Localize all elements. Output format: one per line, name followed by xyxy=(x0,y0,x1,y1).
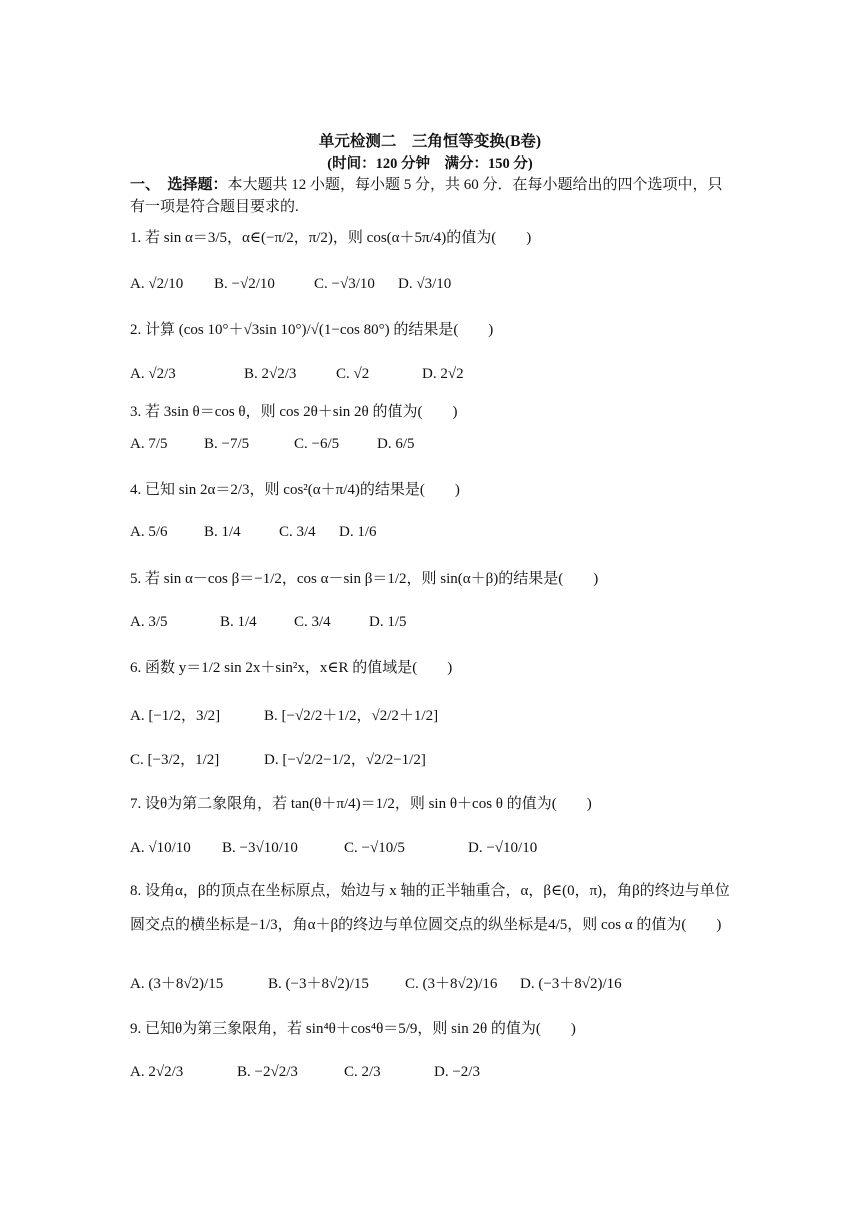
option-b: B. −3√10/10 xyxy=(222,839,298,856)
question-7-options xyxy=(130,828,750,868)
option-b: B. 2√2/3 xyxy=(244,365,297,382)
option-b: B. 1/4 xyxy=(220,613,257,630)
option-a: A. 5/6 xyxy=(130,523,168,540)
option-b: B. −2√2/3 xyxy=(237,1063,298,1080)
option-b: B. [−√2/2＋1/2，√2/2＋1/2] xyxy=(264,707,439,724)
question-6-stem: 6. 函数 y＝1/2 sin 2x＋sin²x，x∈R 的值域是( ) xyxy=(130,660,453,676)
option-c: C. 3/4 xyxy=(294,613,331,630)
option-d: D. (−3＋8√2)/16 xyxy=(520,975,622,992)
option-a: A. 3/5 xyxy=(130,613,168,630)
option-d: D. √3/10 xyxy=(398,275,452,292)
option-d: D. −2/3 xyxy=(434,1063,480,1080)
section-heading: 一、 选择题： xyxy=(130,177,228,193)
question-7-stem: 7. 设θ为第二象限角，若 tan(θ＋π/4)＝1/2，则 sin θ＋cos θ 的值为( ) xyxy=(130,796,592,812)
question-5-stem: 5. 若 sin α－cos β＝−1/2，cos α－sin β＝1/2，则 sin(α＋β)的结果是( ) xyxy=(130,571,599,587)
question-2-options xyxy=(130,354,750,394)
section-instructions xyxy=(130,174,730,218)
question-8-stem: 8. 设角α，β的顶点在坐标原点，始边与 x 轴的正半轴重合，α，β∈(0，π)，角β的终边与单位圆交点的横坐标是−1/3，角α＋β的终边与单位圆交点的纵坐标是4/5，则 cos α 的值为( ) xyxy=(130,883,730,933)
question-2-stem: 2. 计算 (cos 10°＋√3sin 10°)/√(1−cos 80°) 的结果是( ) xyxy=(130,322,494,338)
option-c: C. −6/5 xyxy=(294,435,340,452)
option-b: B. −7/5 xyxy=(204,435,250,452)
option-a: A. 7/5 xyxy=(130,435,168,452)
option-d: D. 6/5 xyxy=(377,435,415,452)
question-4-stem: 4. 已知 sin 2α＝2/3，则 cos²(α＋π/4)的结果是( ) xyxy=(130,482,460,498)
option-a: A. [−1/2，3/2] xyxy=(130,707,221,724)
question-3-options xyxy=(130,424,750,464)
option-c: C. √2 xyxy=(336,365,370,382)
question-3-stem: 3. 若 3sin θ＝cos θ，则 cos 2θ＋sin 2θ 的值为( ) xyxy=(130,404,458,420)
option-d: D. [−√2/2−1/2，√2/2−1/2] xyxy=(264,751,426,768)
option-d: D. 1/5 xyxy=(369,613,407,630)
option-c: C. [−3/2，1/2] xyxy=(130,751,220,768)
option-b: B. −√2/10 xyxy=(214,275,275,292)
option-c: C. −√3/10 xyxy=(314,275,375,292)
question-1-options xyxy=(130,264,750,304)
section-text: 本大题共 12 小题，每小题 5 分，共 60 分．在每小题给出的四个选项中，只有一项是符合题目要求的. xyxy=(130,177,723,215)
option-c: C. 2/3 xyxy=(344,1063,381,1080)
question-5-options xyxy=(130,602,750,642)
option-c: C. −√10/5 xyxy=(344,839,405,856)
option-a: A. √10/10 xyxy=(130,839,191,856)
page-title: 单元检测二 三角恒等变换(B卷) xyxy=(318,133,542,150)
option-a: A. √2/3 xyxy=(130,365,176,382)
option-d: D. 1/6 xyxy=(339,523,377,540)
option-b: B. (−3＋8√2)/15 xyxy=(268,975,369,992)
option-c: C. (3＋8√2)/16 xyxy=(405,975,498,992)
option-b: B. 1/4 xyxy=(204,523,241,540)
option-c: C. 3/4 xyxy=(279,523,316,540)
option-a: A. √2/10 xyxy=(130,275,184,292)
option-a: A. 2√2/3 xyxy=(130,1063,184,1080)
option-d: D. −√10/10 xyxy=(468,839,538,856)
question-4-options xyxy=(130,512,750,552)
page-subtitle: (时间：120 分钟 满分：150 分) xyxy=(327,156,533,172)
option-d: D. 2√2 xyxy=(422,365,464,382)
question-9-stem: 9. 已知θ为第三象限角，若 sin⁴θ＋cos⁴θ＝5/9，则 sin 2θ 的值为( ) xyxy=(130,1021,576,1037)
option-a: A. (3＋8√2)/15 xyxy=(130,975,224,992)
question-8-options xyxy=(130,962,750,1002)
question-1-stem: 1. 若 sin α＝3/5，α∈(−π/2，π/2)，则 cos(α＋5π/4)的值为( ) xyxy=(130,230,532,246)
question-9-options xyxy=(130,1052,750,1092)
question-6-options-row-2 xyxy=(130,738,750,778)
question-6-options-row-1 xyxy=(130,694,750,734)
